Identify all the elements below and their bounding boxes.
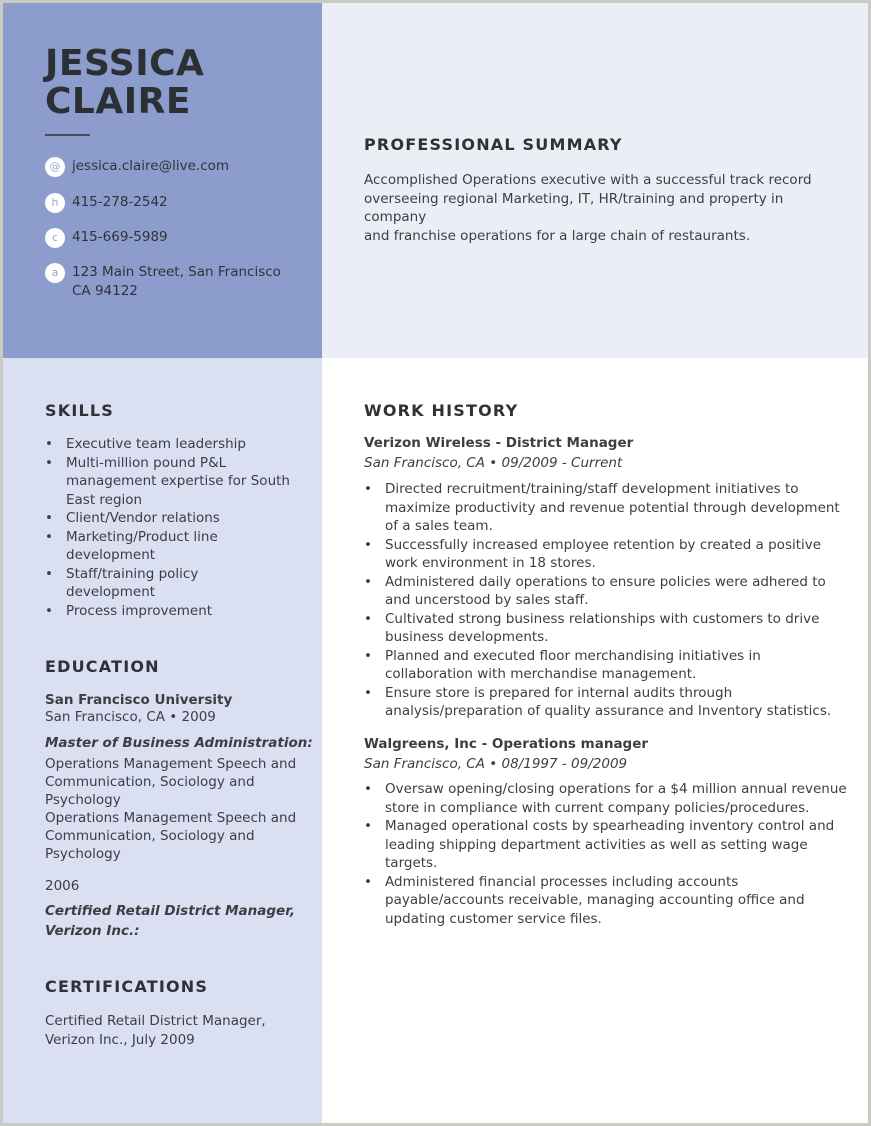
candidate-name (45, 45, 204, 121)
education-title: EDUCATION (45, 657, 160, 676)
skill-item: • Multi-million pound P&L management expertise for South East region (45, 454, 305, 510)
home-phone-icon: h (45, 193, 65, 213)
work-history-title: WORK HISTORY (364, 401, 519, 420)
cell-phone-text: 415-669-5989 (72, 229, 168, 245)
cell-phone-icon: c (45, 228, 65, 248)
address-line-2: CA 94122 (72, 283, 138, 299)
skills-title: SKILLS (45, 401, 114, 420)
job-bullets (364, 780, 859, 928)
job-bullet: • Successfully increased employee retention by created a positive work environment in 18 stores. (364, 536, 859, 573)
skills-list (45, 435, 305, 620)
certifications-title: CERTIFICATIONS (45, 977, 209, 996)
job-bullet: • Cultivated strong business relationships with customers to drive business developments. (364, 610, 859, 647)
education-year: 2006 (45, 878, 80, 894)
job-bullets (364, 480, 859, 721)
job-heading: Verizon Wireless - District Manager (364, 435, 634, 451)
resume-page (3, 3, 868, 1123)
address-line-1: 123 Main Street, San Francisco (72, 264, 281, 280)
certifications-text: Certified Retail District Manager, Verizon Inc., July 2009 (45, 1013, 266, 1048)
job-meta: San Francisco, CA • 09/2009 - Current (364, 455, 623, 471)
job-bullet: • Planned and executed floor merchandising initiatives in collaboration with merchandise management. (364, 647, 859, 684)
education-school: San Francisco University (45, 692, 233, 708)
name-divider (45, 134, 90, 136)
summary-text (364, 171, 844, 245)
email-text: jessica.claire@live.com (72, 158, 230, 174)
home-phone-text: 415-278-2542 (72, 194, 168, 210)
job-bullet: • Directed recruitment/training/staff development initiatives to maximize productivity and revenue potential through development of a sales team. (364, 480, 859, 536)
education-certification: Certified Retail District Manager, Verizon Inc.: (45, 903, 295, 939)
name-last: CLAIRE (45, 81, 191, 122)
education-details: Operations Management Speech and Communication, Sociology and Psychology Operations Management Speech and Communication, Sociology and Psychology (45, 756, 297, 862)
job-bullet: • Administered financial processes including accounts payable/accounts receivable, managing accounting office and updating customer service files. (364, 873, 859, 929)
skill-item: • Marketing/Product line development (45, 528, 305, 565)
name-first: JESSICA (45, 43, 205, 84)
education-degree: Master of Business Administration: (45, 735, 313, 751)
job-bullet: • Administered daily operations to ensure policies were adhered to and uncerstood by sales staff. (364, 573, 859, 610)
job-bullet: • Oversaw opening/closing operations for a $4 million annual revenue store in compliance with current company policies/procedures. (364, 780, 859, 817)
job-bullet: • Ensure store is prepared for internal audits through analysis/preparation of quality assurance and Inventory statistics. (364, 684, 859, 721)
summary-title: PROFESSIONAL SUMMARY (364, 135, 623, 154)
address-icon: a (45, 263, 65, 283)
summary-line: and franchise operations for a large chain of restaurants. (364, 227, 751, 244)
job-heading: Walgreens, Inc - Operations manager (364, 736, 649, 752)
skill-item: • Staff/training policy development (45, 565, 305, 602)
skill-item: • Process improvement (45, 602, 305, 621)
summary-line: overseeing regional Marketing, IT, HR/training and property in company (364, 190, 784, 225)
job-meta: San Francisco, CA • 08/1997 - 09/2009 (364, 756, 628, 772)
job-bullet: • Managed operational costs by spearheading inventory control and leading shipping department activities as well as setting wage targets. (364, 817, 859, 873)
skill-item: • Client/Vendor relations (45, 509, 305, 528)
summary-line: Accomplished Operations executive with a successful track record (364, 172, 812, 188)
email-icon: @ (45, 157, 65, 177)
education-location: San Francisco, CA • 2009 (45, 709, 216, 725)
skill-item: • Executive team leadership (45, 435, 305, 454)
